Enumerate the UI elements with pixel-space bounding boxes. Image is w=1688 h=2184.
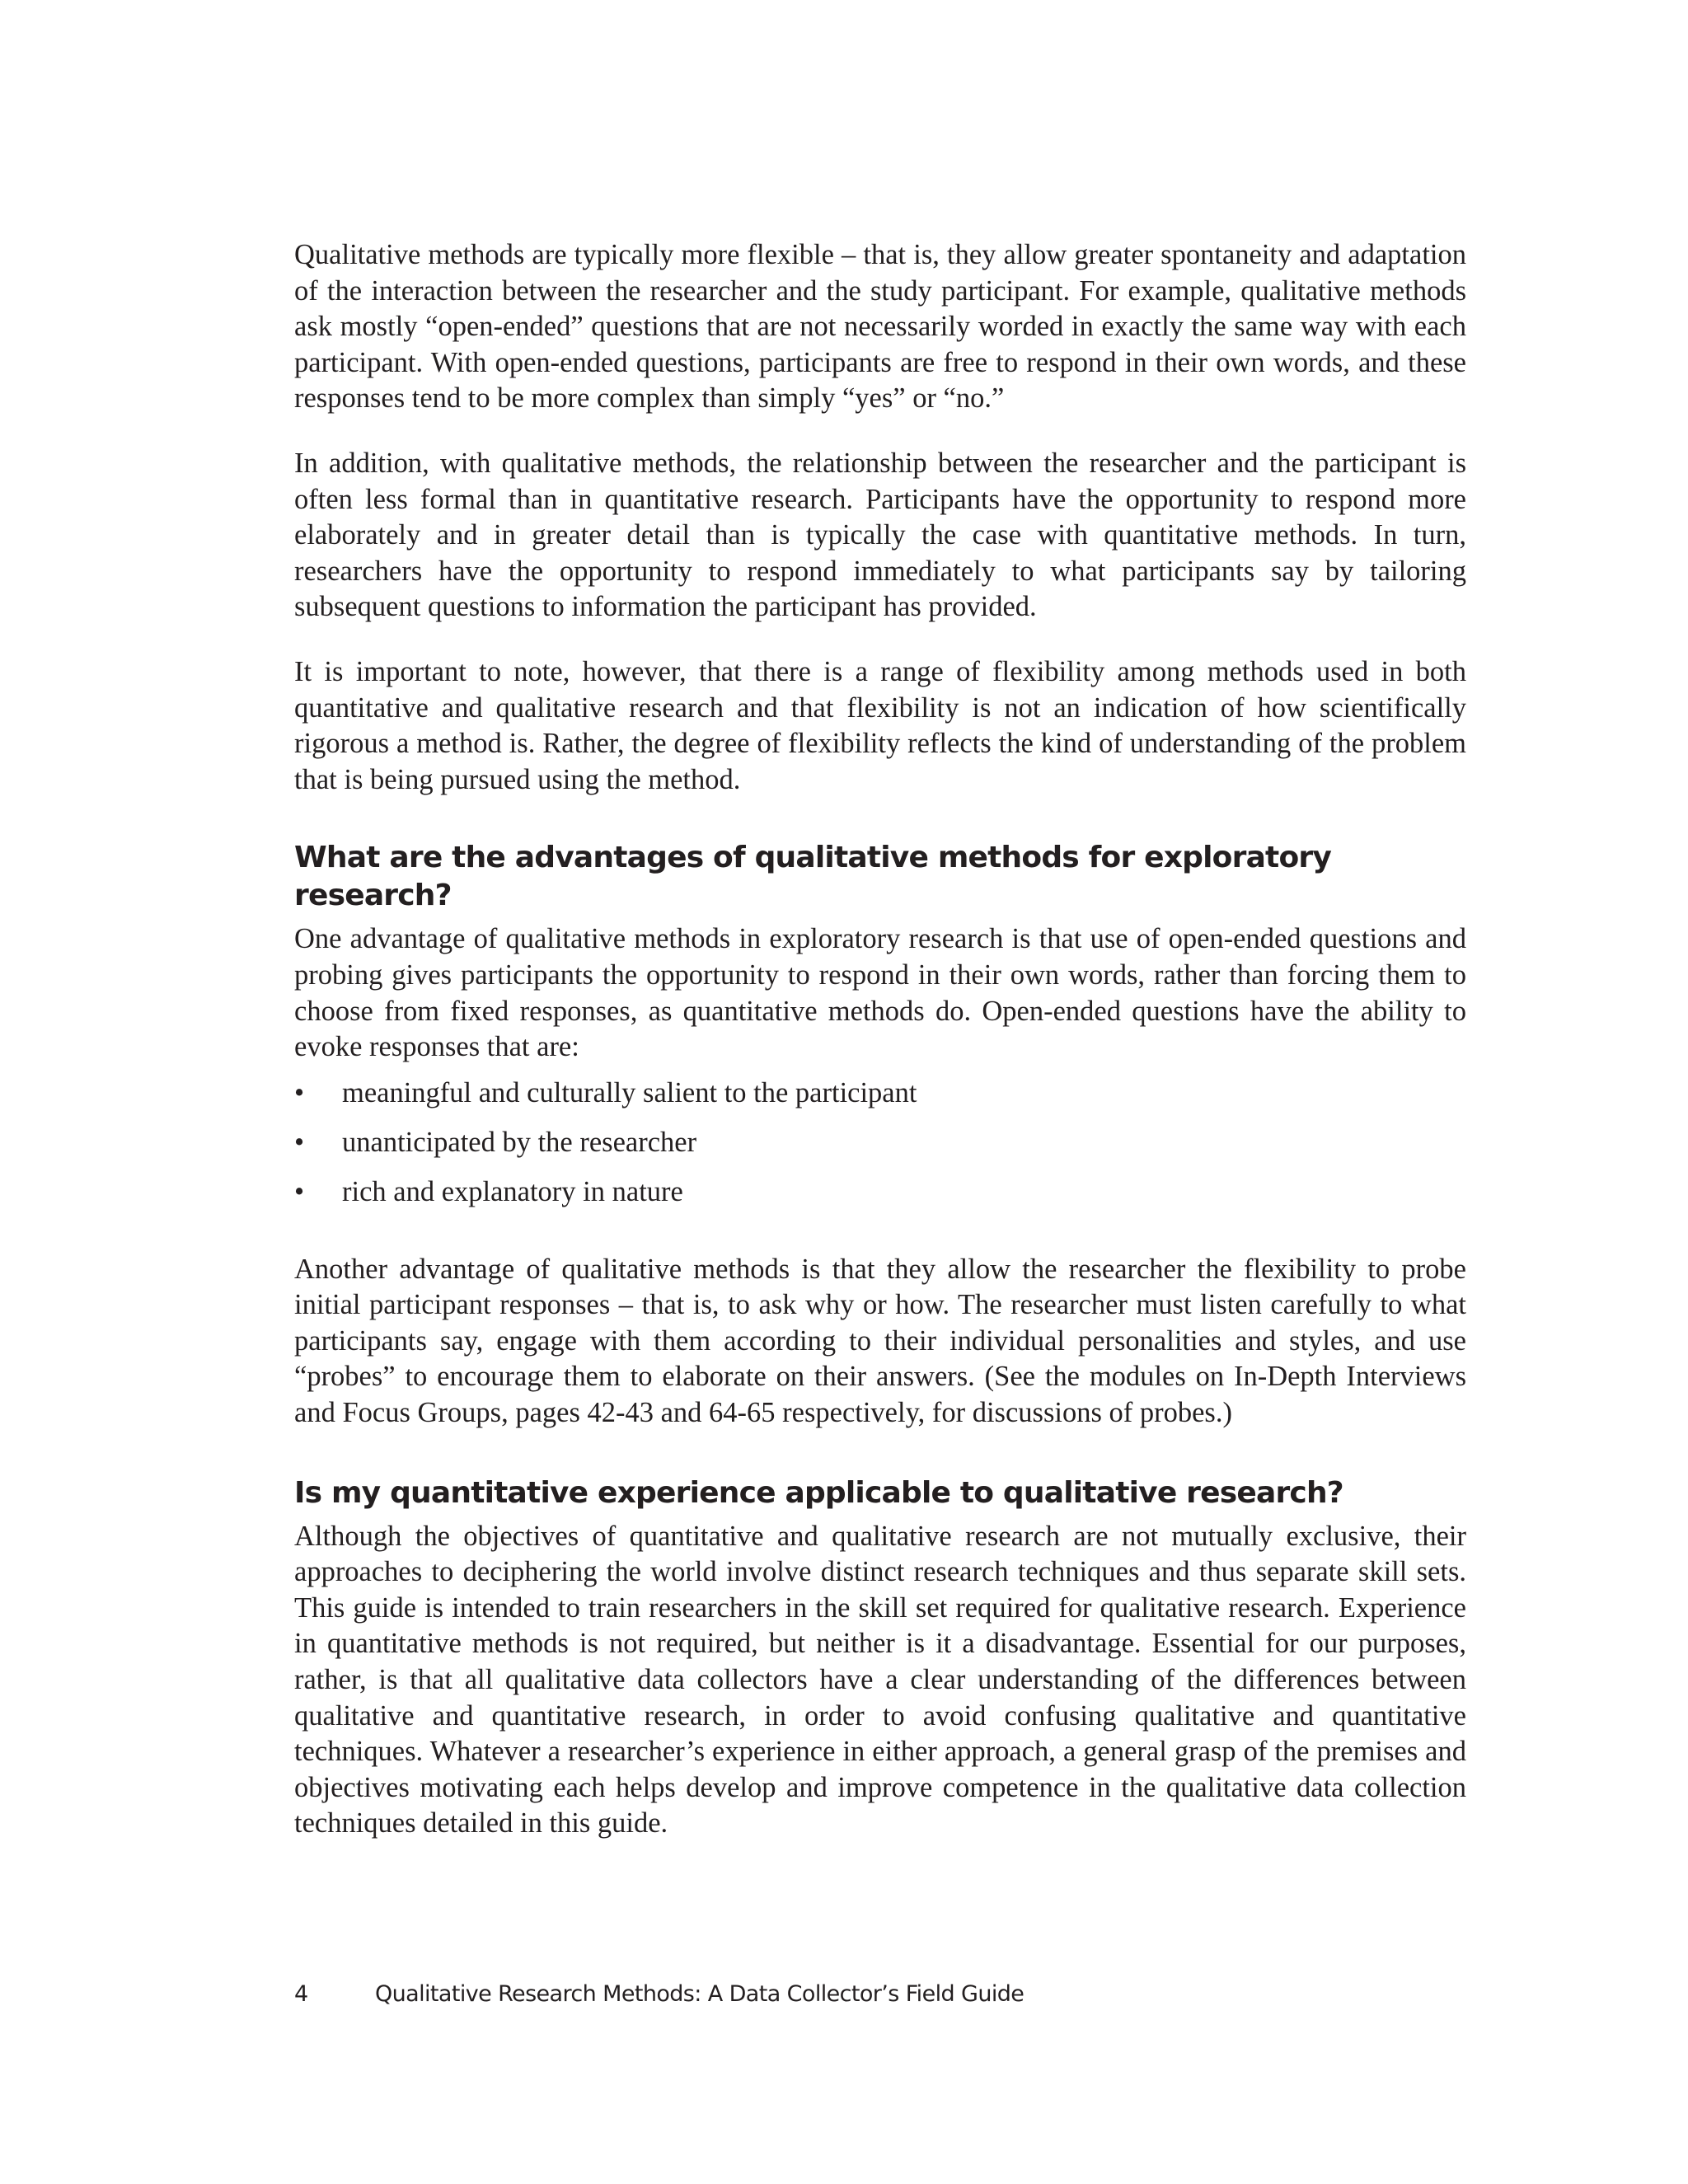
bullet-icon: • xyxy=(294,1176,305,1208)
paragraph-advantages-follow: Another advantage of qualitative methods is that they allow the researcher the flexibility to probe initial participant responses – that is, to ask why or how. The researcher must listen carefully to what participants say, engage with them according to their individual personalities and styles, and use “probes” to encourage them to elaborate on their answers. (See the modules on In-Depth Interviews and Focus Groups, pages 42-43 and 64-65 respectively, for discussions of probes.) xyxy=(294,1253,1466,1429)
page-content xyxy=(294,237,1466,1871)
list-item xyxy=(294,1076,1466,1112)
paragraph-experience: Although the objectives of quantitative and qualitative research are not mutually exclusive, their approaches to deciphering the world involve distinct research techniques and thus separate skill sets. This guide is intended to train researchers in the skill set required for qualitative research. Experience in quantitative methods is not required, but neither is it a disadvantage. Essential for our purposes, rather, is that all qualitative data collectors have a clear understanding of the differences between qualitative and quantitative research, in order to avoid confusing qualitative and quantitative techniques. Whatever a researcher’s experience in either approach, a general grasp of the premises and objectives motivating each helps develop and improve competence in the qualitative data collection techniques detailed in this guide. xyxy=(294,1520,1466,1840)
list-item xyxy=(294,1174,1466,1211)
list-item-text: unanticipated by the researcher xyxy=(342,1126,697,1158)
heading-advantages: What are the advantages of qualitative methods for exploratory research? xyxy=(294,841,1332,913)
paragraph-advantages-lead: One advantage of qualitative methods in exploratory research is that use of open-ended questions and probing gives participants the opportunity to respond in their own words, rather than forcing them to choose from fixed responses, as quantitative methods do. Open-ended questions have the ability to evoke responses that are: xyxy=(294,923,1466,1063)
paragraph-range-of-flexibility: It is important to note, however, that there is a range of flexibility among methods used in both quantitative and qualitative research and that flexibility is not an indication of how scientifically rigorous a method is. Rather, the degree of flexibility reflects the kind of understanding of the problem that is being pursued using the method. xyxy=(294,655,1466,795)
list-item-text: meaningful and culturally salient to the participant xyxy=(342,1076,917,1108)
paragraph-flexibility: Qualitative methods are typically more flexible – that is, they allow greater spontaneity and adaptation of the interaction between the researcher and the study participant. For example, qualitative methods ask mostly “open-ended” questions that are not necessarily worded in exactly the same way with each participant. With open-ended questions, participants are free to respond in their own words, and these responses tend to be more complex than simply “yes” or “no.” xyxy=(294,239,1466,415)
bullet-icon: • xyxy=(294,1126,305,1158)
list-item-text: rich and explanatory in nature xyxy=(342,1176,683,1208)
bullet-icon: • xyxy=(294,1076,305,1108)
list-item xyxy=(294,1125,1466,1161)
running-title: Qualitative Research Methods: A Data Collector’s Field Guide xyxy=(375,1981,1025,2007)
bullet-list-responses xyxy=(294,1076,1466,1211)
paragraph-relationship: In addition, with qualitative methods, the relationship between the researcher and the participant is often less formal than in quantitative research. Participants have the opportunity to respond more elaborately and in greater detail than is typically the case with quantitative methods. In turn, researchers have the opportunity to respond immediately to what participants say by tailoring subsequent questions to information the participant has provided. xyxy=(294,447,1466,623)
heading-experience: Is my quantitative experience applicable to qualitative research? xyxy=(294,1475,1343,1510)
page-number: 4 xyxy=(294,1981,309,2007)
page-footer xyxy=(294,1980,1024,2009)
